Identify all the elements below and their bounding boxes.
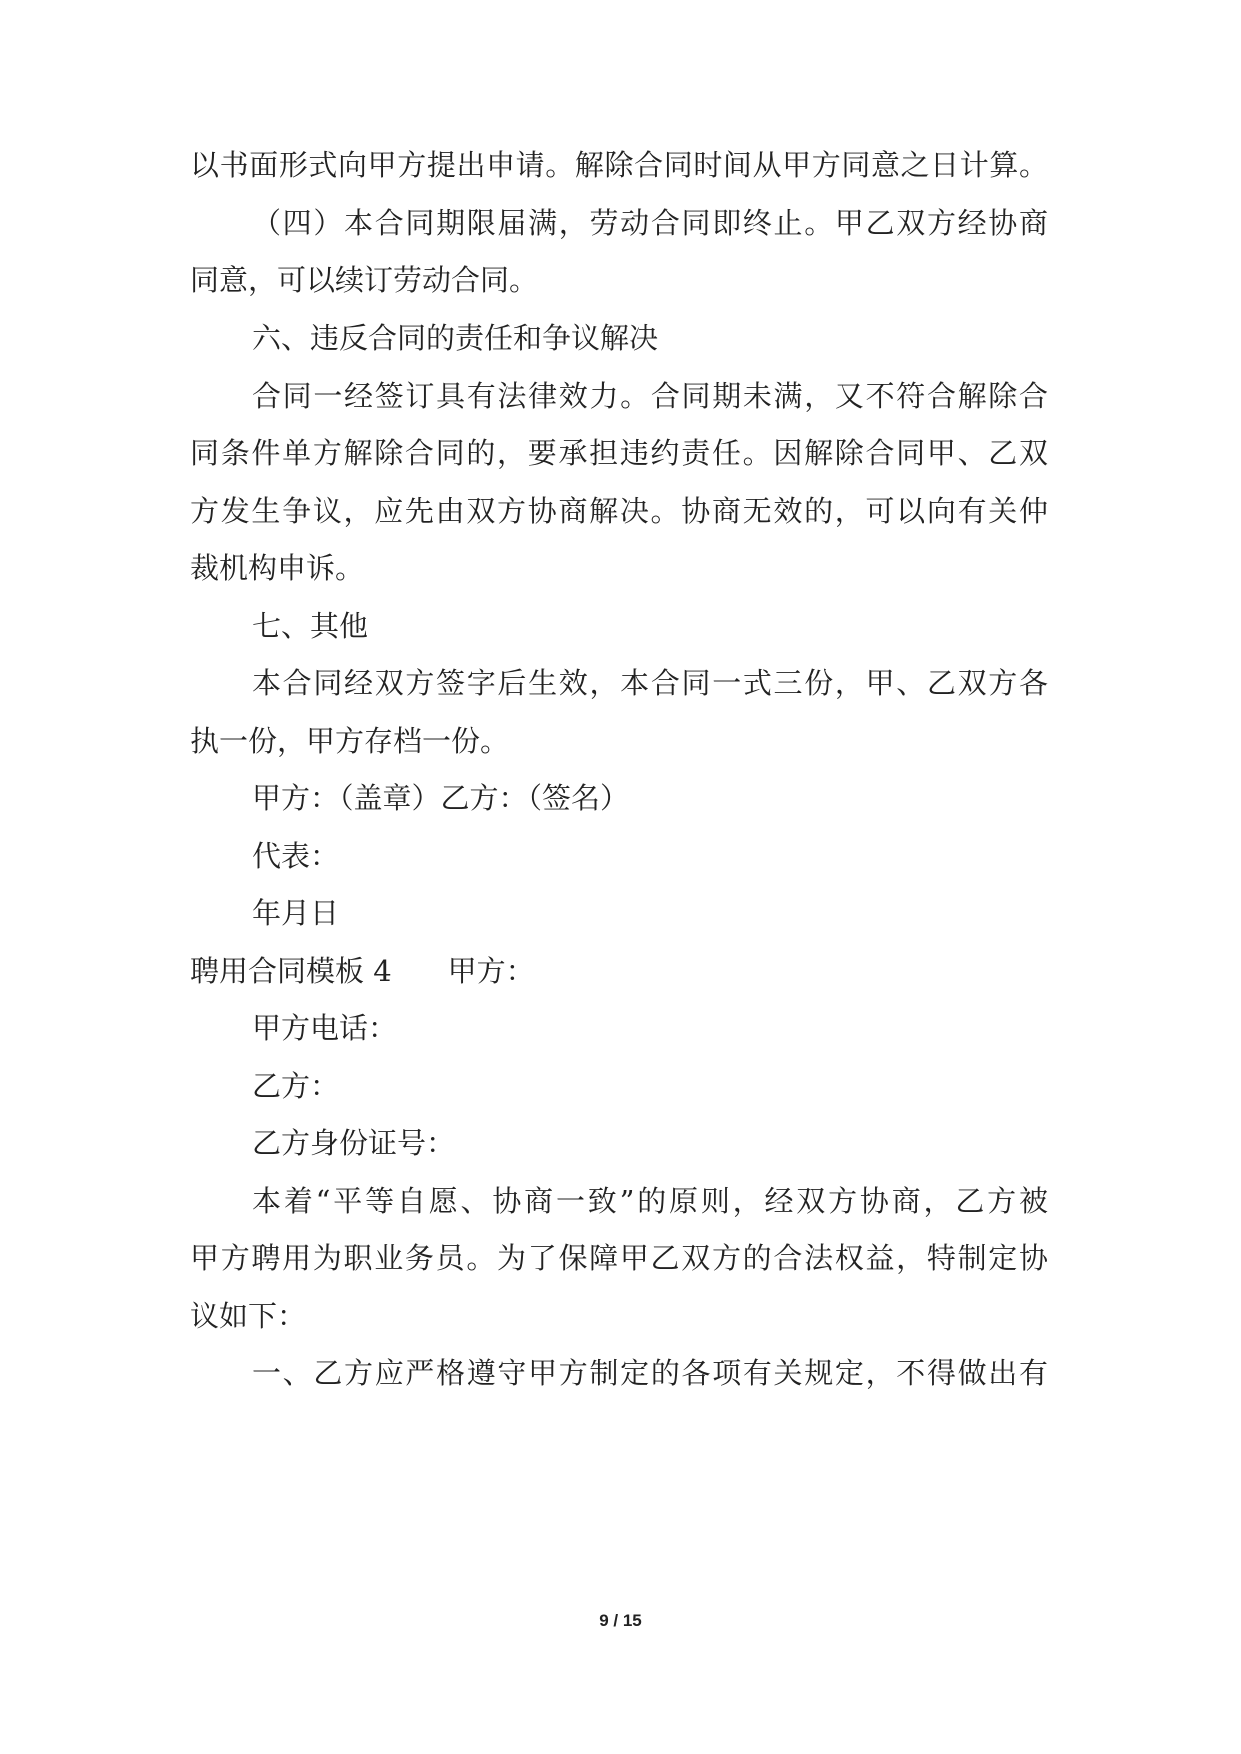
paragraph-line: 一、乙方应严格遵守甲方制定的各项有关规定，不得做出有 bbox=[252, 1356, 1048, 1390]
page-number: 9 / 15 bbox=[599, 1611, 642, 1630]
paragraph-line: 本着“平等自愿、协商一致”的原则，经双方协商，乙方被 bbox=[252, 1184, 1048, 1218]
section-heading: 六、违反合同的责任和争议解决 bbox=[252, 321, 659, 355]
signature-line: 甲方：（盖章）乙方：（签名） bbox=[252, 781, 630, 815]
paragraph-line: 议如下： bbox=[190, 1299, 307, 1333]
paragraph-line: 方发生争议，应先由双方协商解决。协商无效的，可以向有关仲 bbox=[190, 494, 1048, 528]
date-line: 年月日 bbox=[252, 896, 340, 930]
paragraph-line: 裁机构申诉。 bbox=[190, 551, 365, 585]
representative-line: 代表： bbox=[252, 839, 340, 873]
party-a-phone-line: 甲方电话： bbox=[252, 1011, 398, 1045]
paragraph-line: 本合同经双方签字后生效，本合同一式三份，甲、乙双方各 bbox=[252, 666, 1048, 700]
paragraph-line: 甲方聘用为职业务员。为了保障甲乙双方的合法权益，特制定协 bbox=[190, 1241, 1048, 1275]
party-b-id-line: 乙方身份证号： bbox=[252, 1126, 456, 1160]
party-a-label: 甲方： bbox=[447, 954, 535, 988]
paragraph-line: 同条件单方解除合同的，要承担违约责任。因解除合同甲、乙双 bbox=[190, 436, 1048, 470]
paragraph-line: 以书面形式向甲方提出申请。解除合同时间从甲方同意之日计算。 bbox=[190, 148, 1048, 182]
paragraph-line: 执一份，甲方存档一份。 bbox=[190, 724, 510, 758]
paragraph-line: 同意，可以续订劳动合同。 bbox=[190, 263, 539, 297]
paragraph-line: （四）本合同期限届满，劳动合同即终止。甲乙双方经协商 bbox=[252, 206, 1048, 240]
template-title-line bbox=[190, 951, 535, 991]
party-b-line: 乙方： bbox=[252, 1069, 340, 1103]
paragraph-line: 合同一经签订具有法律效力。合同期未满，又不符合解除合 bbox=[252, 379, 1048, 413]
template-title: 聘用合同模板 4 bbox=[190, 954, 392, 988]
section-heading: 七、其他 bbox=[252, 609, 369, 643]
